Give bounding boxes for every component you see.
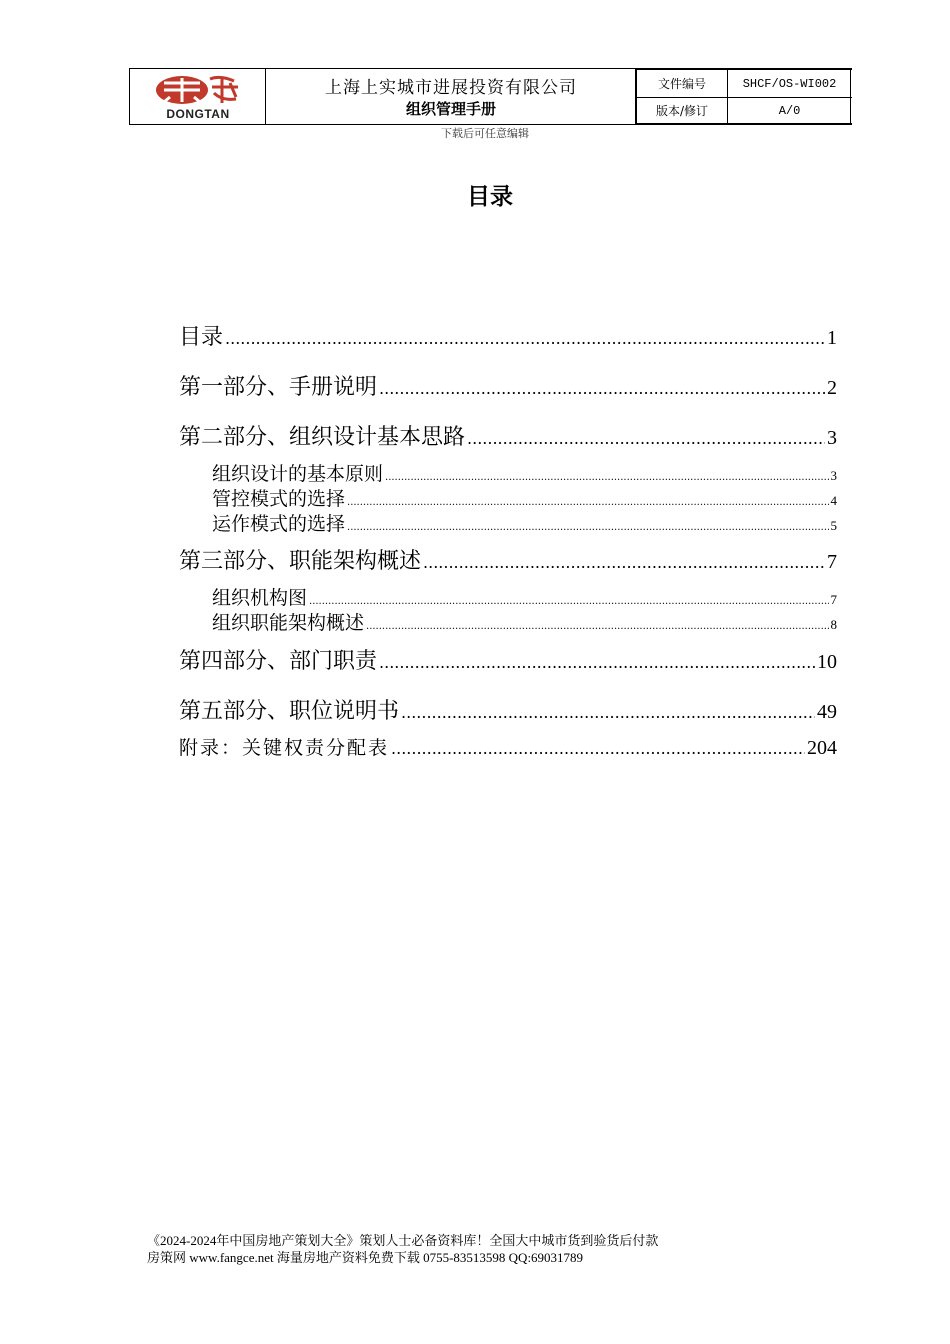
toc-leader-dots (366, 621, 828, 632)
toc-entry[interactable] (179, 320, 837, 351)
toc-entry-appendix[interactable] (179, 733, 837, 760)
toc-entry-label: 组织设计的基本原则 (212, 463, 384, 485)
toc-entry-label: 目录 (179, 325, 224, 350)
toc-leader-dots (391, 739, 805, 758)
toc-leader-dots (309, 596, 828, 607)
company-name: 上海上实城市进展投资有限公司 (325, 78, 577, 98)
toc-entry-label: 第一部分、手册说明 (179, 375, 378, 400)
footer-line: 房策网 www.fangce.net 海量房地产资料免费下载 0755-83513598 QQ:69031789 (147, 1250, 584, 1265)
toc-entry-page: 49 (817, 701, 837, 723)
toc-entry-label: 附录：关键权责分配表 (179, 737, 390, 759)
editable-note: 下载后可任意编辑 (441, 127, 529, 140)
toc-leader-dots (385, 472, 828, 483)
toc-subentry[interactable] (212, 484, 837, 511)
toc-entry-page: 7 (827, 551, 837, 573)
toc-leader-dots (423, 553, 825, 572)
toc-leader-dots (347, 522, 828, 533)
toc-entry-label: 管控模式的选择 (212, 488, 346, 510)
toc-entry-label: 第三部分、职能架构概述 (179, 549, 422, 574)
toc-entry-page: 204 (807, 737, 837, 759)
meta-key: 文件编号 (637, 70, 728, 97)
toc-entry[interactable] (179, 694, 837, 725)
toc-leader-dots (379, 653, 815, 672)
toc-leader-dots (467, 429, 825, 448)
footer-line: 《2024-2024年中国房地产策划大全》策划人士必备资料库！全国大中城市货到验货后付款 (147, 1233, 659, 1248)
toc-entry-label: 第五部分、职位说明书 (179, 699, 400, 724)
toc-subentry[interactable] (212, 509, 837, 536)
toc-entry-page: 3 (830, 468, 837, 483)
meta-value: A/0 (778, 103, 801, 118)
meta-value: SHCF/OS-WI002 (742, 76, 837, 91)
page-title: 目录 (467, 184, 513, 210)
toc-leader-dots (379, 379, 825, 398)
toc-subentry[interactable] (212, 583, 837, 610)
document-name: 组织管理手册 (405, 100, 496, 118)
toc-subentry[interactable] (212, 608, 837, 635)
toc-entry-page: 5 (830, 518, 837, 533)
toc-entry-label: 第二部分、组织设计基本思路 (179, 425, 466, 450)
meta-key: 版本/修订 (637, 97, 728, 124)
toc-leader-dots (401, 703, 815, 722)
toc-entry-label: 组织机构图 (212, 587, 308, 609)
toc-entry-page: 4 (830, 493, 837, 508)
toc-entry-page: 8 (830, 617, 837, 632)
toc-entry-label: 第四部分、部门职责 (179, 649, 378, 674)
toc-entry-page: 1 (827, 327, 837, 349)
toc-leader-dots (225, 329, 825, 348)
logo-text: DONGTAN (166, 107, 230, 121)
toc-entry[interactable] (179, 370, 837, 401)
toc-entry-page: 10 (817, 651, 837, 673)
toc-entry-label: 组织职能架构概述 (212, 612, 365, 634)
toc-entry-page: 2 (827, 377, 837, 399)
toc-entry[interactable] (179, 420, 837, 451)
toc-entry-label: 运作模式的选择 (212, 513, 346, 535)
toc-entry[interactable] (179, 544, 837, 575)
page-footer (147, 1232, 658, 1266)
toc-entry-page: 7 (830, 592, 837, 607)
toc-leader-dots (347, 497, 828, 508)
toc-entry-page: 3 (827, 427, 837, 449)
toc-entry[interactable] (179, 644, 837, 675)
toc-subentry[interactable] (212, 459, 837, 486)
